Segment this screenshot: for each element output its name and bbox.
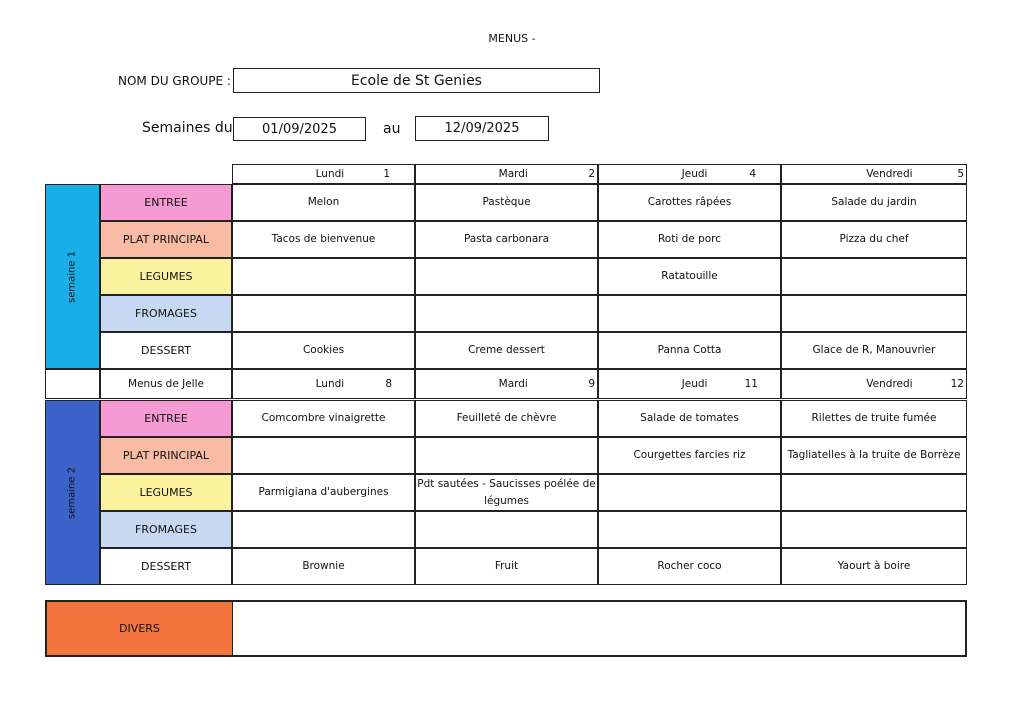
menu-cell[interactable] [598, 474, 781, 511]
menu-cell[interactable] [415, 437, 598, 474]
menu-grid [45, 164, 967, 584]
menu-cell[interactable] [415, 511, 598, 548]
day-number: 5 [957, 167, 964, 180]
category-entree: ENTREE [100, 400, 232, 437]
day-name: Vendredi [866, 167, 913, 180]
divers-field[interactable] [233, 602, 965, 655]
menu-cell[interactable]: Salade du jardin [781, 184, 967, 221]
day-header-week1-2 [598, 164, 781, 184]
menu-cell[interactable] [781, 258, 967, 295]
day-name: Lundi [315, 377, 345, 390]
category-legumes: LEGUMES [100, 474, 232, 511]
day-name: Lundi [315, 167, 345, 180]
week1-label: semaine 1 [45, 184, 100, 369]
day-name: Mardi [498, 167, 528, 180]
menu-cell[interactable]: Brownie [232, 548, 415, 585]
menu-cell[interactable]: Cookies [232, 332, 415, 369]
week2-label: semaine 2 [45, 400, 100, 585]
menu-cell[interactable]: Creme dessert [415, 332, 598, 369]
date-separator: au [383, 121, 401, 137]
category-fromages: FROMAGES [100, 511, 232, 548]
category-fromages: FROMAGES [100, 295, 232, 332]
menu-cell[interactable]: Yaourt à boire [781, 548, 967, 585]
day-number: 1 [383, 167, 390, 180]
menu-cell[interactable]: Tacos de bienvenue [232, 221, 415, 258]
menu-cell[interactable] [232, 437, 415, 474]
day-header-week2-3 [781, 369, 967, 399]
category-entree: ENTREE [100, 184, 232, 221]
menu-cell[interactable]: Pasta carbonara [415, 221, 598, 258]
page-title: MENUS - [488, 32, 536, 45]
menu-cell[interactable]: Feuilleté de chèvre [415, 400, 598, 437]
menu-cell[interactable] [598, 295, 781, 332]
category-dessert: DESSERT [100, 332, 232, 369]
menu-cell[interactable] [598, 511, 781, 548]
menu-cell[interactable]: Melon [232, 184, 415, 221]
menu-cell[interactable] [232, 511, 415, 548]
menu-cell[interactable] [232, 258, 415, 295]
menu-cell[interactable]: Parmigiana d'aubergines [232, 474, 415, 511]
date-from-field[interactable]: 01/09/2025 [233, 117, 366, 141]
day-header-week2-2 [598, 369, 781, 399]
divers-label: DIVERS [47, 602, 233, 655]
category-plat: PLAT PRINCIPAL [100, 221, 232, 258]
day-header-week2-1 [415, 369, 598, 399]
menu-cell[interactable]: Carottes râpées [598, 184, 781, 221]
menu-cell[interactable] [415, 295, 598, 332]
week2-header-label: Menus de Jelle [100, 369, 232, 399]
group-label: NOM DU GROUPE : [118, 74, 231, 88]
day-number: 8 [385, 377, 392, 390]
day-number: 9 [588, 377, 595, 390]
day-number: 11 [744, 377, 758, 390]
menu-cell[interactable]: Fruit [415, 548, 598, 585]
day-header-week1-3 [781, 164, 967, 184]
menu-cell[interactable]: Comcombre vinaigrette [232, 400, 415, 437]
menu-cell[interactable]: Glace de R, Manouvrier [781, 332, 967, 369]
day-number: 2 [588, 167, 595, 180]
date-to-field[interactable]: 12/09/2025 [415, 116, 549, 141]
menu-cell[interactable] [781, 474, 967, 511]
menu-cell[interactable]: Rocher coco [598, 548, 781, 585]
day-name: Mardi [498, 377, 528, 390]
menu-cell[interactable] [415, 258, 598, 295]
menu-cell[interactable] [232, 295, 415, 332]
menu-cell[interactable]: Pizza du chef [781, 221, 967, 258]
menu-cell[interactable]: Pdt sautées - Saucisses poélée de légumes [415, 474, 598, 511]
day-name: Vendredi [866, 377, 913, 390]
group-name-field[interactable]: Ecole de St Genies [233, 68, 600, 93]
day-header-week1-0 [232, 164, 415, 184]
day-name: Jeudi [681, 167, 708, 180]
category-plat: PLAT PRINCIPAL [100, 437, 232, 474]
category-legumes: LEGUMES [100, 258, 232, 295]
menu-cell[interactable]: Tagliatelles à la truite de Borrèze [781, 437, 967, 474]
menu-cell[interactable] [781, 295, 967, 332]
day-name: Jeudi [681, 377, 708, 390]
menu-cell[interactable]: Salade de tomates [598, 400, 781, 437]
menu-cell[interactable]: Ratatouille [598, 258, 781, 295]
menu-cell[interactable] [781, 511, 967, 548]
day-number: 12 [950, 377, 964, 390]
menu-cell[interactable]: Roti de porc [598, 221, 781, 258]
menu-cell[interactable]: Rilettes de truite fumée [781, 400, 967, 437]
day-header-week1-1 [415, 164, 598, 184]
day-number: 4 [749, 167, 756, 180]
day-header-week2-0 [232, 369, 415, 399]
separator-blank [45, 369, 100, 399]
divers-section [45, 600, 967, 657]
menu-cell[interactable]: Panna Cotta [598, 332, 781, 369]
menu-cell[interactable]: Courgettes farcies riz [598, 437, 781, 474]
weeks-label: Semaines du [142, 120, 233, 136]
category-dessert: DESSERT [100, 548, 232, 585]
menu-cell[interactable]: Pastèque [415, 184, 598, 221]
